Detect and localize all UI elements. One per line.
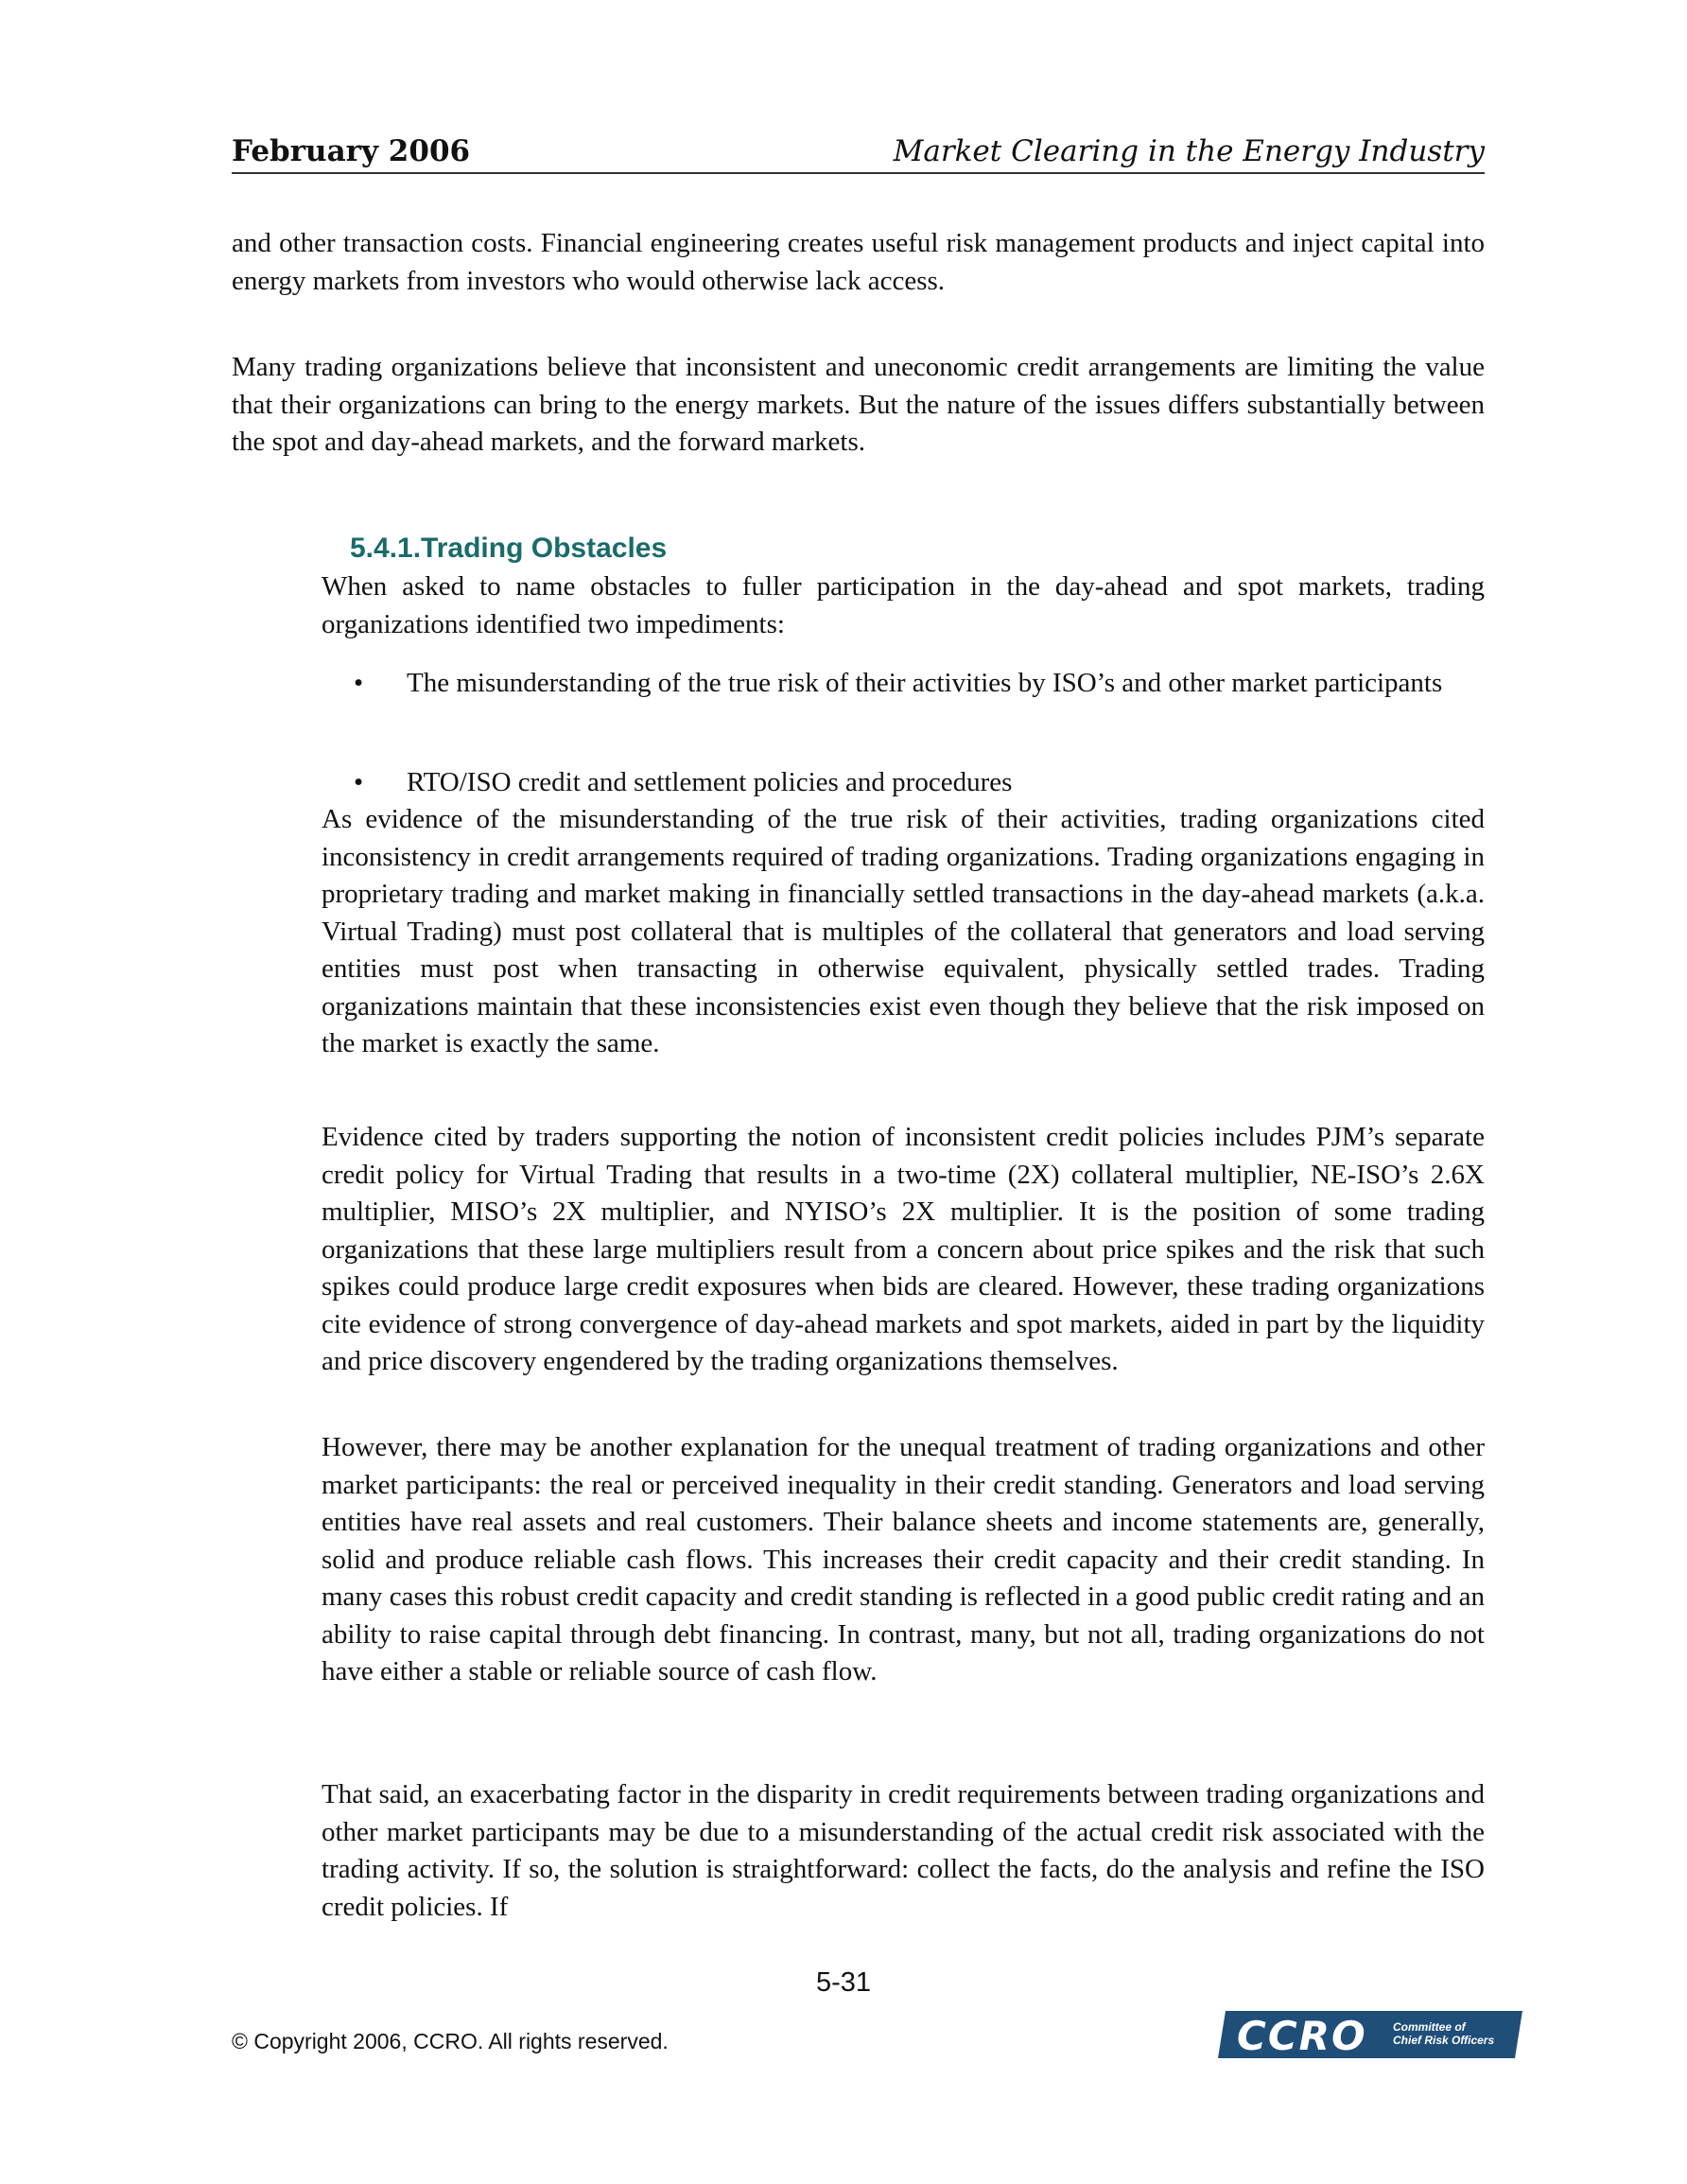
logo-tagline [1393, 2020, 1494, 2047]
logo-tagline-line-2: Chief Risk Officers [1393, 2034, 1495, 2047]
paragraph-exacerbating-factor: That said, an exacerbating factor in the disparity in credit requirements between trading organizations and other market participants may be due to a misunderstanding of the actual credit risk associated with the trading activity. If so, the solution is straightforward: collect the facts, do the analysis and refine the ISO credit policies. If [322, 1779, 1485, 1922]
header-date: February 2006 [232, 134, 471, 168]
bullet-text: RTO/ISO credit and settlement policies and procedures [407, 767, 1013, 797]
paragraph-obstacles-intro: When asked to name obstacles to fuller participation in the day-ahead and spot markets, trading organizations identified two impediments: [322, 571, 1485, 639]
page-header [232, 131, 1485, 174]
bullet-item-rto-iso-policies [354, 764, 1485, 802]
ccro-logo [1218, 2011, 1522, 2058]
paragraph-credit-arrangements: Many trading organizations believe that inconsistent and uneconomic credit arrangements are limiting the value that their organizations can bring to the energy markets. But the nature of the issues differs substantially between the spot and day-ahead markets, and the forward markets. [232, 352, 1485, 457]
logo-wordmark: CCRO [1237, 2013, 1367, 2059]
paragraph-transaction-costs: and other transaction costs. Financial engineering creates useful risk management products and inject capital into energy markets from investors who would otherwise lack access. [232, 228, 1485, 296]
bullet-text: The misunderstanding of the true risk of their activities by ISO’s and other market participants [407, 668, 1443, 698]
page-number: 5-31 [815, 1967, 872, 1998]
copyright-notice: © Copyright 2006, CCRO. All rights reserved. [232, 2029, 669, 2053]
bullet-item-misunderstanding [354, 665, 1485, 703]
section-heading-trading-obstacles: 5.4.1.Trading Obstacles [350, 533, 668, 564]
paragraph-evidence-misunderstanding: As evidence of the misunderstanding of the true risk of their activities, trading organizations cited inconsistency in credit arrangements required of trading organizations. Trading organizations engaging in proprietary trading and market making in financially settled transactions in the day-ahead markets (a.k.a. Virtual Trading) must post collateral that is multiples of the collateral that generators and load serving entities must post when transacting in otherwise equivalent, physically settled trades. Trading organizations maintain that these inconsistencies exist even though they believe that the risk imposed on the market is exactly the same. [322, 804, 1485, 1058]
paragraph-unequal-treatment: However, there may be another explanation for the unequal treatment of trading organizations and other market participants: the real or perceived inequality in their credit standing. Generators and load serving entities have real assets and real customers. Their balance sheets and income statements are, generally, solid and produce reliable cash flows. This increases their credit capacity and their credit standing. In many cases this robust credit capacity and credit standing is reflected in a good public credit rating and an ability to raise capital through debt financing. In contrast, many, but not all, trading organizations do not have either a stable or reliable source of cash flow. [322, 1432, 1485, 1686]
bullet-icon: • [354, 668, 364, 698]
paragraph-evidence-multipliers: Evidence cited by traders supporting the notion of inconsistent credit policies includes PJM’s separate credit policy for Virtual Trading that results in a two-time (2X) collateral multiplier, NE-ISO’s 2.6X multiplier, MISO’s 2X multiplier, and NYISO’s 2X multiplier. It is the position of some trading organizations that these large multipliers result from a concern about price spikes and the risk that such spikes could produce large credit exposures when bids are cleared. However, these trading organizations cite evidence of strong convergence of day-ahead markets and spot markets, aided in part by the liquidity and price discovery engendered by the trading organizations themselves. [322, 1122, 1485, 1376]
logo-tagline-line-1: Committee of [1393, 2020, 1466, 2034]
bullet-icon: • [354, 767, 364, 797]
header-document-title: Market Clearing in the Energy Industry [893, 134, 1485, 168]
